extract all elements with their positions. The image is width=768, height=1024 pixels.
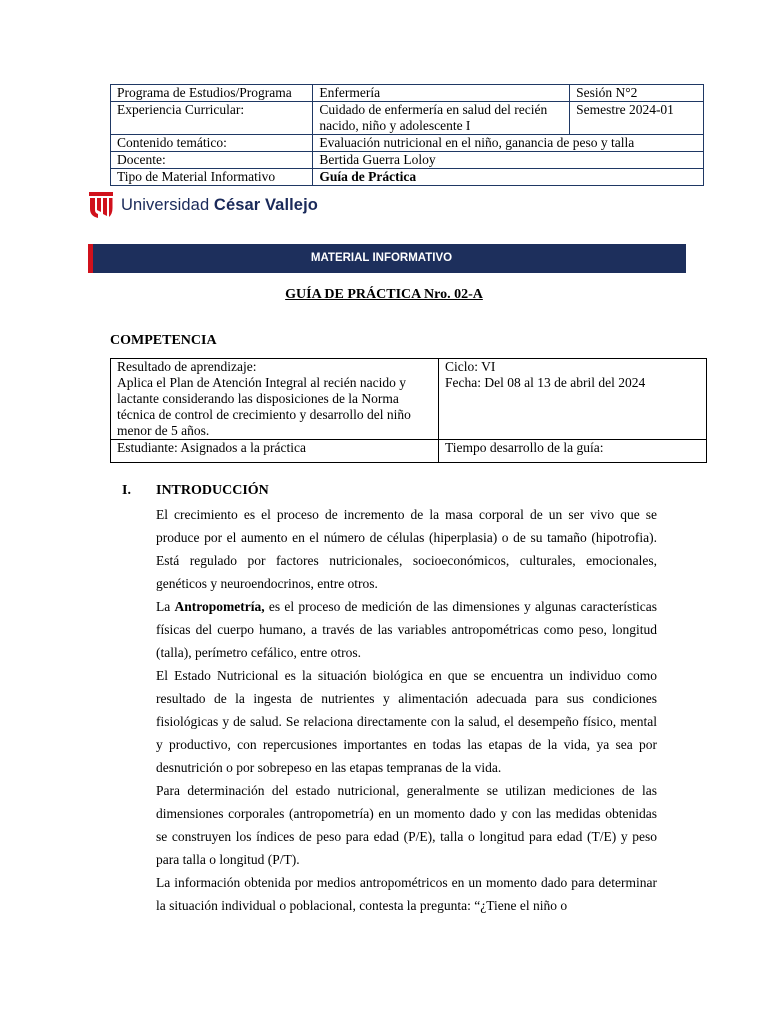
university-name: Universidad César Vallejo [121, 195, 318, 214]
cycle-date-cell [439, 359, 707, 440]
time-cell: Tiempo desarrollo de la guía: [439, 440, 707, 463]
section-number: I. [122, 483, 131, 498]
date-value: Fecha: Del 08 al 13 de abril del 2024 [445, 375, 646, 390]
university-logo [89, 192, 318, 218]
intro-paragraph-1: El crecimiento es el proceso de incremento de la masa corporal de un ser vivo que se produce por el aumento en el número de células (hiperplasia) o de su tamaño (hipotrofia). Está regulado por factores nutricionales, socioeconómicos, culturales, emocionales, genéticos y neuroendocrinos, entre otros. [156, 507, 657, 591]
learning-outcome-cell [111, 359, 439, 440]
content-label: Contenido temático: [111, 135, 313, 152]
teacher-label: Docente: [111, 152, 313, 169]
material-type-label: Tipo de Material Informativo [111, 169, 313, 186]
program-value: Enfermería [313, 85, 570, 102]
table-row [111, 440, 707, 463]
section-title: INTRODUCCIÓN [156, 483, 269, 498]
program-label: Programa de Estudios/Programa [111, 85, 313, 102]
teacher-value: Bertida Guerra Loloy [313, 152, 704, 169]
course-info-table [110, 84, 704, 186]
intro-paragraph-3: El Estado Nutricional es la situación biológica en que se encuentra un individuo como resultado de la ingesta de nutrientes y alimentación adecuada para sus condiciones fisiológicas y de salud. Se relaciona directamente con la salud, el desempeño físico, mental y productivo, con repercusiones importantes en todas las etapas de la vida, ya sea por desnutrición o por sobrepeso en las etapas tempranas de la vida. [156, 668, 657, 775]
content-value: Evaluación nutricional en el niño, ganancia de peso y talla [313, 135, 704, 152]
banner-title: MATERIAL INFORMATIVO [310, 252, 453, 264]
material-type-value: Guía de Práctica [313, 169, 704, 186]
table-row [111, 135, 704, 152]
intro-paragraph-4: Para determinación del estado nutricional, generalmente se utilizan mediciones de las dimensiones corporales (antropometría) en un momento dado y con las medidas obtenidas se construyen los índices de peso para edad (P/E), talla o longitud para edad (T/E) y peso para talla o longitud (P/T). [156, 783, 657, 867]
semester-value: Semestre 2024-01 [570, 102, 704, 135]
table-row [111, 85, 704, 102]
competencia-heading: COMPETENCIA [110, 333, 217, 348]
learning-outcome-text: Aplica el Plan de Atención Integral al recién nacido y lactante considerando las disposiciones de la Norma técnica de control de crecimiento y desarrollo del niño menor de 5 años. [117, 375, 411, 438]
cycle-value: Ciclo: VI [445, 359, 496, 374]
table-row [111, 152, 704, 169]
learning-outcome-label: Resultado de aprendizaje: [117, 359, 257, 374]
student-cell: Estudiante: Asignados a la práctica [111, 440, 439, 463]
competencia-table [110, 358, 707, 463]
ucv-emblem-icon [89, 192, 113, 218]
session-value: Sesión N°2 [570, 85, 704, 102]
table-row [111, 169, 704, 186]
material-banner [88, 244, 686, 273]
table-row [111, 359, 707, 440]
guide-title: GUÍA DE PRÁCTICA Nro. 02-A [285, 287, 483, 302]
intro-heading [122, 483, 269, 499]
course-value: Cuidado de enfermería en salud del recién nacido, niño y adolescente I [313, 102, 570, 135]
table-row [111, 102, 704, 135]
course-label: Experiencia Curricular: [111, 102, 313, 135]
intro-paragraph-5: La información obtenida por medios antropométricos en un momento dado para determinar la situación individual o poblacional, contesta la pregunta: “¿Tiene el niño o [156, 875, 657, 913]
intro-paragraph-2: La Antropometría, es el proceso de medición de las dimensiones y algunas características físicas del cuerpo humano, a través de las variables antropométricas como peso, longitud (talla), perímetro cefálico, entre otros. [156, 599, 657, 660]
